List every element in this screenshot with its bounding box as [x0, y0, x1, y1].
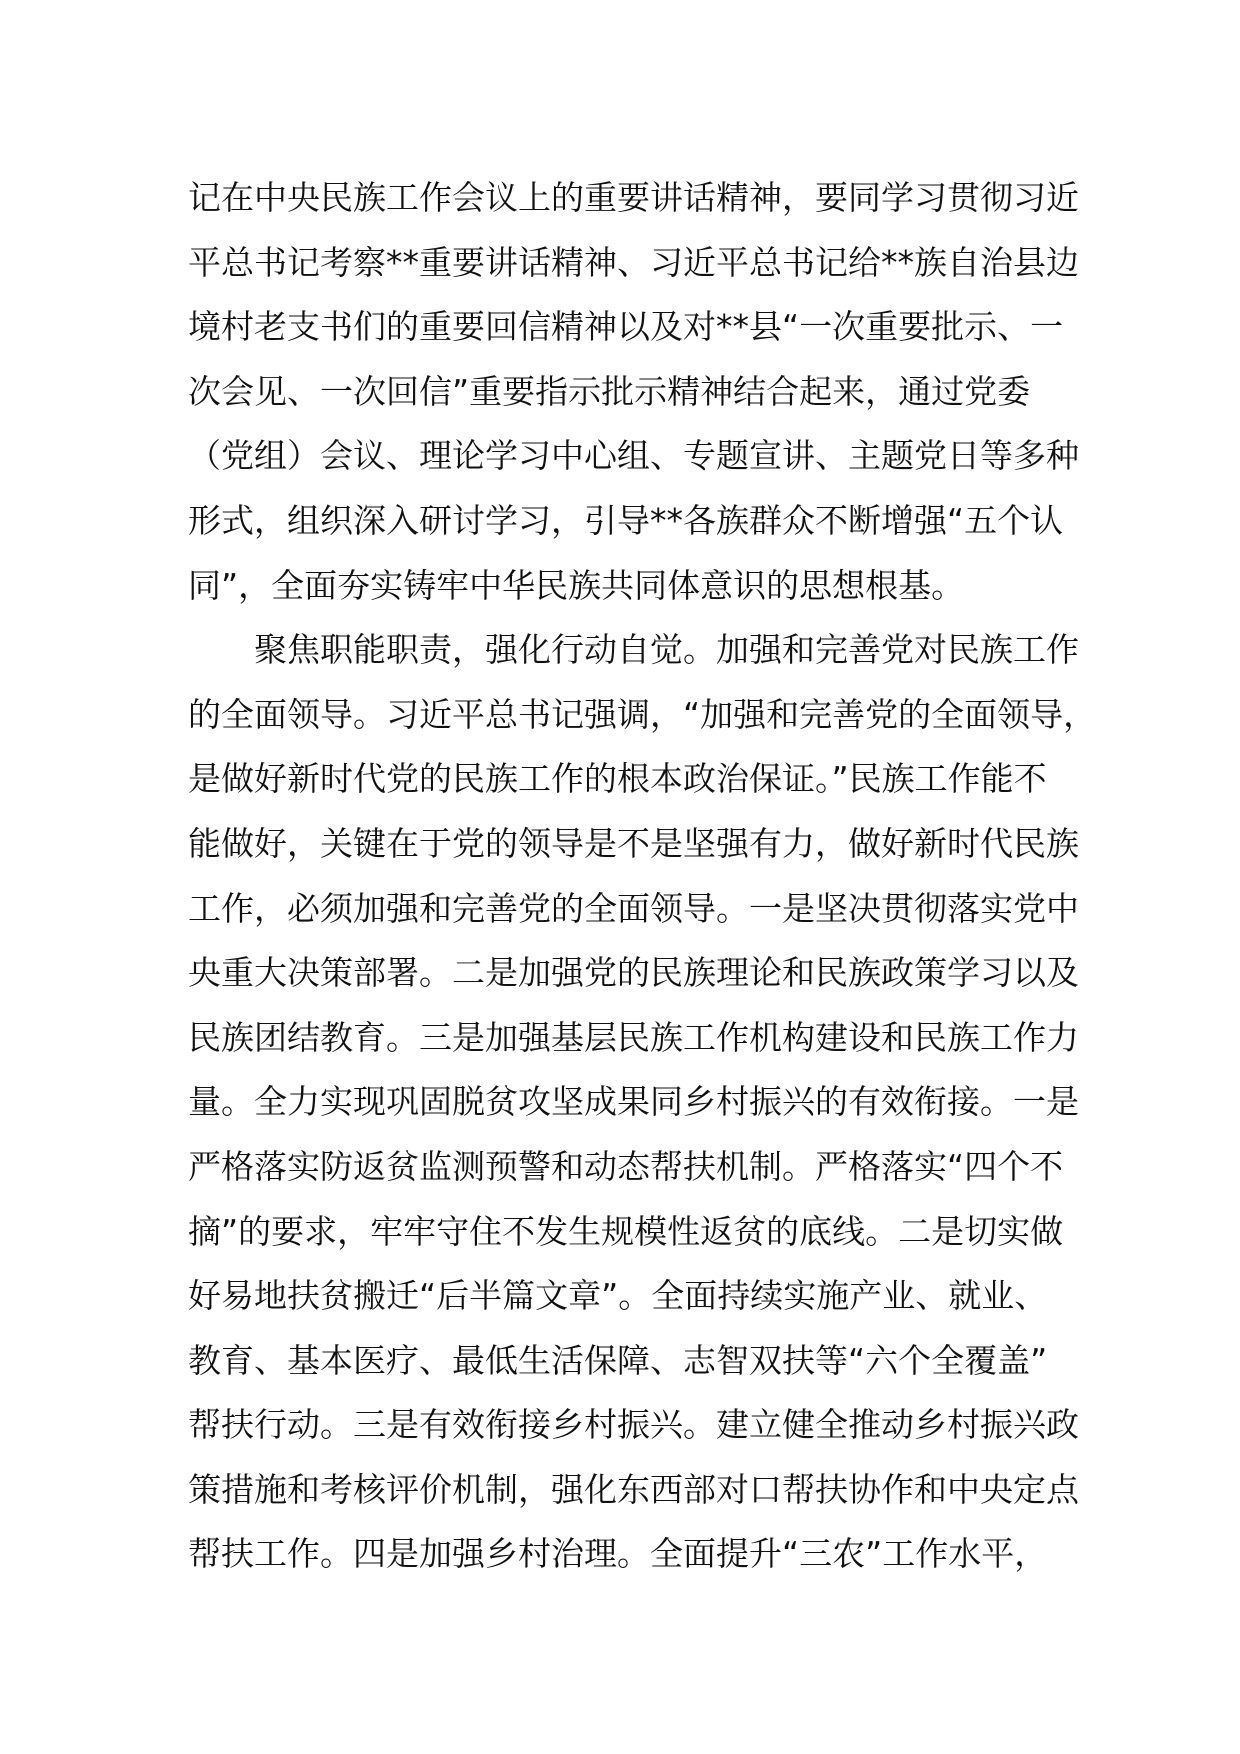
text-line: 次会见、一次回信”重要指示批示精神结合起来，通过党委 [188, 371, 1031, 411]
text-line: 形式，组织深入研讨学习，引导**各族群众不断增强“五个认 [188, 500, 1064, 540]
text-line: 帮扶行动。三是有效衔接乡村振兴。建立健全推动乡村振兴政 [188, 1405, 1079, 1445]
text-line: 央重大决策部署。二是加强党的民族理论和民族政策学习以及 [188, 953, 1079, 993]
text-line: 记在中央民族工作会议上的重要讲话精神，要同学习贯彻习近 [188, 178, 1079, 217]
text-line: 的全面领导。习近平总书记强调，“加强和完善党的全面领导， [188, 694, 1097, 734]
text-line: 量。全力实现巩固脱贫攻坚成果同乡村振兴的有效衔接。一是 [188, 1082, 1079, 1122]
text-line: 帮扶工作。四是加强乡村治理。全面提升“三农”工作水平， [188, 1534, 1048, 1574]
text-line: 平总书记考察**重要讲话精神、习近平总书记给**族自治县边 [188, 242, 1079, 282]
text-line: 工作，必须加强和完善党的全面领导。一是坚决贯彻落实党中 [188, 888, 1079, 928]
text-line: 能做好，关键在于党的领导是不是坚强有力，做好新时代民族 [188, 823, 1079, 863]
document-body [188, 166, 1097, 1587]
text-line: 民族团结教育。三是加强基层民族工作机构建设和民族工作力 [188, 1017, 1079, 1057]
text-line: 严格落实防返贫监测预警和动态帮扶机制。严格落实“四个不 [188, 1146, 1064, 1186]
text-line: 同”，全面夯实铸牢中华民族共同体意识的思想根基。 [188, 565, 965, 605]
text-line: 是做好新时代党的民族工作的根本政治保证。”民族工作能不 [188, 759, 1047, 799]
text-line: 教育、基本医疗、最低生活保障、志智双扶等“六个全覆盖” [188, 1340, 1048, 1380]
text-line: （党组）会议、理论学习中心组、专题宣讲、主题党日等多种 [188, 436, 1079, 476]
text-line: 摘”的要求，牢牢守住不发生规模性返贫的底线。二是切实做 [188, 1211, 1064, 1251]
text-line: 策措施和考核评价机制，强化东西部对口帮扶协作和中央定点 [188, 1469, 1079, 1509]
text-line: 好易地扶贫搬迁“后半篇文章”。全面持续实施产业、就业、 [188, 1276, 1048, 1316]
text-line: 境村老支书们的重要回信精神以及对**县“一次重要批示、一 [188, 307, 1064, 347]
paragraph-start-line: 聚焦职能职责，强化行动自觉。加强和完善党对民族工作 [254, 630, 1079, 670]
